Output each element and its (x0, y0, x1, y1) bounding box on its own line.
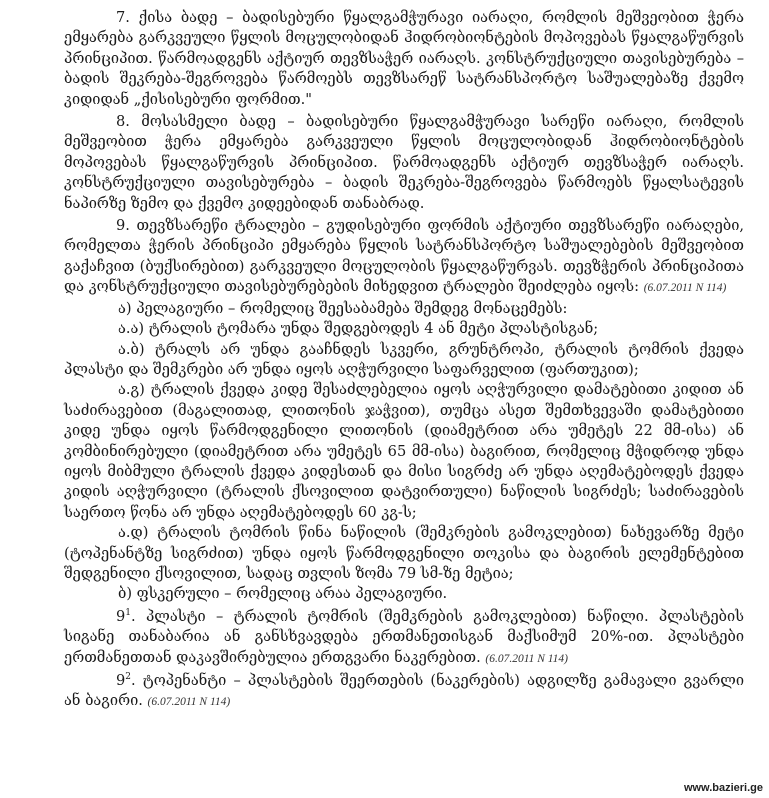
amendment-note: (6.07.2011 N 114) (147, 696, 231, 709)
document-body (64, 8, 744, 713)
paragraph-8 (64, 112, 744, 214)
paragraph-9-2 (64, 671, 744, 713)
paragraph-a3 (64, 380, 744, 523)
paragraph-a3-text: ა.გ) ტრალის ქვედა კიდე შესაძლებელია იყოს აღჭურვილი დამატებითი კიდით ან საძირავებით (მაგალითად, ლითონის ჯაჭვით), თუმცა ასეთ შემთხვევაში დამატებითი კიდე უნდა იყოს წარმოდგენილი ლითონის (დიამეტრით არა უმეტეს 22 მმ-ისა) ან კომბინირებული (დიამეტრით არა უმეტეს 65 მმ-ისა) ბაგირით, რომელიც მჭიდროდ უნდა იყოს მიბმული ტრალის ქვედა კიდესთან და მისი სიგრძე არ უნდა აღემატებოდეს ქვედა კიდის აღჭურვილი (ტრალის ქსოვილით დატვირთული) ნაწილის სიგრძეს; საძირავების საერთო წონა არ უნდა აღემატებოდეს 60 კგ-ს; (64, 381, 744, 521)
paragraph-b (64, 584, 744, 604)
paragraph-9-1-number: 9 (116, 607, 126, 625)
paragraph-a (64, 299, 744, 319)
amendment-note: (6.07.2011 N 114) (643, 282, 727, 295)
paragraph-a4 (64, 523, 744, 584)
paragraph-b-text: ბ) ფსკერული – რომელიც არაა პელაგიური. (118, 585, 448, 603)
paragraph-9-1 (64, 607, 744, 669)
paragraph-9-2-superscript: 2 (125, 672, 132, 683)
paragraph-9-1-superscript: 1 (125, 607, 132, 618)
paragraph-a1 (64, 319, 744, 339)
amendment-note: (6.07.2011 N 114) (485, 652, 568, 665)
site-watermark: www.bazieri.ge (683, 782, 763, 794)
paragraph-9-2-number: 9 (116, 672, 126, 689)
paragraph-a1-text: ა.ა) ტრალის ტომარა უნდა შედგებოდეს 4 ან მეტი პლასტისგან; (118, 320, 599, 338)
paragraph-9-text: 9. თევზსარეწი ტრალები – გუდისებური ფორმის აქტიური თევზსარეწი იარაღები, რომელთა ჭერის პრინციპი ემყარება წყლის სატრანსპორტო საშუალებების მეშვეობით გაქაჩვით (ბუქსირებით) გარკვეული მოცულობის წყალგაწურვას. თევზჭერის პრინციპითა და კონსტრუქციული თავისებურებების მიხედვით ტრალები შეიძლება იყოს: (64, 217, 744, 296)
paragraph-a4-text: ა.დ) ტრალის ტომრის წინა ნაწილის (შემკრების გამოკლებით) ნახევარზე მეტი (ტოპენანტზე სიგრძით) უნდა იყოს წარმოდგენილი თოკისა და ბაგირის ელემენტებით შედგენილი ქსოვილით, სადაც თვლის ზომა 79 სმ-ზე მეტია; (64, 524, 744, 582)
paragraph-9-1-text: . პლასტი – ტრალის ტომრის (შემკრების გამოკლებით) ნაწილი. პლასტების სიგანე თანაბარია ან განსხვავდება ერთმანეთისგან მაქსიმუმ 20%-ით. პლასტები ერთმანეთთან დაკავშირებულია ერთგვარი ნაკერებით. (64, 607, 744, 666)
paragraph-7 (64, 8, 744, 110)
paragraph-a2-text: ა.ბ) ტრალს არ უნდა გააჩნდეს სკვერი, გრუნტროპი, ტრალის ტომრის ქვედა პლასტი და შემკრები არ უნდა იყოს აღჭურვილი საფარველით (ფართუკით); (64, 340, 744, 378)
paragraph-7-text: 7. ქისა ბადე – ბადისებური წყალგამჭურავი იარაღი, რომლის მეშვეობით ჭერა ემყარება გარკვეული წყლის მოცულობიდან ჰიდრობიონტების მოპოვებას წყალგაწურვის პრინციპით. წარმოადგენს აქტიურ თევზსაჭერ იარაღს. კონსტრუქციული თავისებურება – ბადის შეკრება-შეგროვება წარმოებს თევზსარეწ სატრანსპორტო საშუალებაზე ქვემო კიდიდან „ქისისებური ფორმით." (64, 9, 744, 108)
paragraph-a2 (64, 340, 744, 381)
paragraph-9 (64, 216, 744, 299)
paragraph-9-2-text: . ტოპენანტი – პლასტების შეერთების (ნაკერების) ადგილზე გამავალი გვარლი ან ბაგირი. (64, 672, 744, 710)
paragraph-8-text: 8. მოსასმელი ბადე – ბადისებური წყალგამჭურავი სარეწი იარაღი, რომლის მეშვეობით ჭერა ემყარება გარკვეული წყლის მოცულობიდან ჰიდრობიონტების მოპოვებას წყალგაწურვის პრინციპით. წარმოადგენს აქტიურ თევზსაჭერ იარაღს. კონსტრუქციული თავისებურება – ბადის შეკრება-შეგროვება წარმოებს წყალსატევის ნაპირზე ზემო და ქვემო კიდეებიდან თანაბრად. (64, 113, 744, 212)
paragraph-a-text: ა) პელაგიური – რომელიც შეესაბამება შემდეგ მონაცემებს: (118, 299, 568, 317)
